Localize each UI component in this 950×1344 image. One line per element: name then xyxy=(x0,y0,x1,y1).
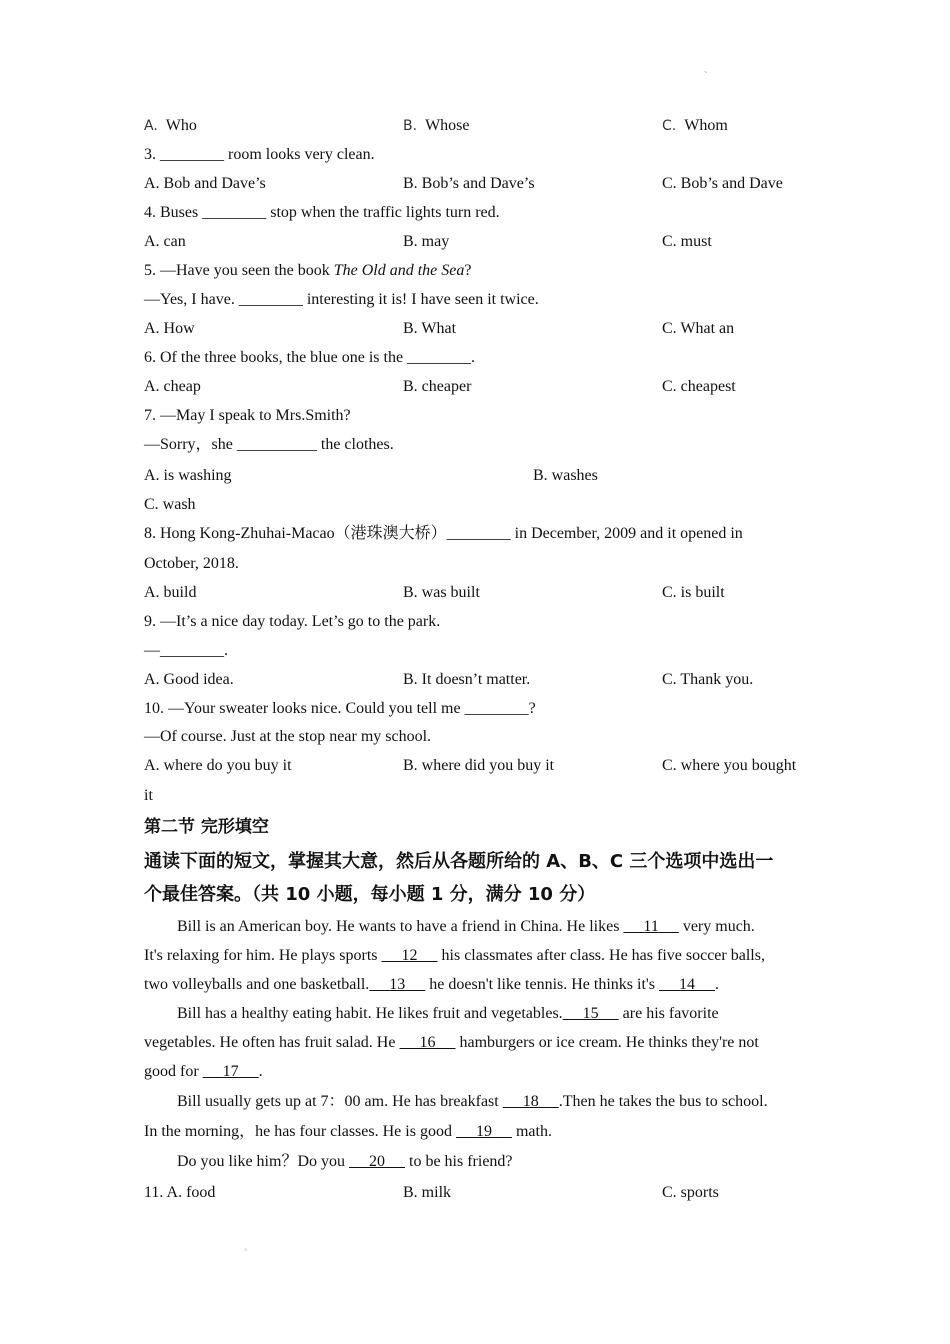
option-b: B. washes xyxy=(533,467,598,484)
question-8-line2: October, 2018. xyxy=(144,555,239,572)
question-3-stem: 3. ________ room looks very clean. xyxy=(144,146,375,163)
question-7-options-row1 xyxy=(144,465,809,487)
option-b: B. Bob’s and Dave’s xyxy=(403,175,535,192)
blank-19: 19 xyxy=(475,1123,492,1140)
passage-p2-line2: vegetables. He often has fruit salad. He 16 hamburgers or ice cream. He thinks they're not xyxy=(144,1034,759,1051)
option-a: A. build xyxy=(144,584,197,601)
blank-14: 14 xyxy=(679,976,696,993)
passage-p2-line3: good for 17 . xyxy=(144,1063,263,1080)
question-8-options xyxy=(144,582,809,604)
question-6-options xyxy=(144,376,809,398)
option-a: A. where do you buy it xyxy=(144,757,292,774)
option-b: B. cheaper xyxy=(403,378,472,395)
blank-12: 12 xyxy=(401,947,418,964)
book-title: The Old and the Sea xyxy=(333,262,465,279)
option-a: A. can xyxy=(144,233,186,250)
blank-11: 11 xyxy=(643,918,659,935)
question-3-options xyxy=(144,173,809,195)
option-c: C. cheapest xyxy=(662,378,736,395)
option-c: C. Bob’s and Dave xyxy=(662,175,783,192)
question-2-options: A. Who B. Whose C. Whom xyxy=(144,117,728,134)
option-a: A. How xyxy=(144,320,195,337)
option-b: Whose xyxy=(425,117,470,134)
option-b: B. It doesn’t matter. xyxy=(403,671,531,688)
passage-p1-line2: It's relaxing for him. He plays sports 12 his classmates after class. He has five soccer balls, xyxy=(144,947,765,964)
blank-13: 13 xyxy=(389,976,406,993)
option-c: C. What an xyxy=(662,320,735,337)
option-b: B. milk xyxy=(403,1184,452,1201)
question-9-line2: —________. xyxy=(144,642,228,659)
option-a: A. cheap xyxy=(144,378,201,395)
question-5-line2: —Yes, I have. ________ interesting it is! I have seen it twice. xyxy=(144,291,539,308)
blank-16: 16 xyxy=(419,1034,436,1051)
corner-mark: 、 xyxy=(704,65,712,74)
question-10-options xyxy=(144,755,809,777)
option-c: C. where you bought xyxy=(662,757,797,774)
section-instructions-line2: 个最佳答案。（共 10 小题，每小题 1 分，满分 10 分） xyxy=(144,884,596,905)
passage-p3-line1: Bill usually gets up at 7：00 am. He has breakfast 18 .Then he takes the bus to school. xyxy=(177,1093,768,1110)
passage-p1-line3: two volleyballs and one basketball. 13 he doesn't like tennis. He thinks it's 14 . xyxy=(144,976,720,993)
section-instructions-line1: 通读下面的短文，掌握其大意，然后从各题所给的 A、B、C 三个选项中选出一 xyxy=(144,851,774,872)
option-c: C. sports xyxy=(662,1184,719,1201)
question-9-options xyxy=(144,669,809,691)
question-11-options xyxy=(144,1182,809,1204)
question-8-stem: 8. Hong Kong-Zhuhai-Macao（港珠澳大桥）________ in December, 2009 and it opened in xyxy=(144,525,743,542)
passage-p1-line1: Bill is an American boy. He wants to have a friend in China. He likes 11 very much. xyxy=(177,918,755,935)
blank-15: 15 xyxy=(582,1005,599,1022)
question-7-stem: 7. —May I speak to Mrs.Smith? xyxy=(144,407,351,424)
option-a: 11. A. food xyxy=(144,1184,216,1201)
question-10-line2: —Of course. Just at the stop near my school. xyxy=(144,728,432,745)
option-b: B. was built xyxy=(403,584,480,601)
question-9-stem: 9. —It’s a nice day today. Let’s go to the park. xyxy=(144,613,441,630)
option-b: B. where did you buy it xyxy=(403,757,555,774)
option-c: C. wash xyxy=(144,496,196,513)
option-a: A. Bob and Dave’s xyxy=(144,175,266,192)
question-5-options xyxy=(144,318,809,340)
section-title: 第二节 完形填空 xyxy=(144,817,269,837)
question-6-stem: 6. Of the three books, the blue one is the ________. xyxy=(144,349,476,366)
question-7-options-row2 xyxy=(144,494,809,516)
passage-p3-line2: In the morning，he has four classes. He is good 19 math. xyxy=(144,1123,552,1140)
option-a: Who xyxy=(165,117,197,134)
footer-mark: 。 xyxy=(244,1243,252,1252)
option-c: Whom xyxy=(684,117,728,134)
passage-p4: Do you like him？Do you 20 to be his friend? xyxy=(177,1153,513,1170)
option-b: B. may xyxy=(403,233,450,250)
blank-20: 20 xyxy=(369,1153,385,1170)
option-c: C. must xyxy=(662,233,712,250)
question-4-options xyxy=(144,231,809,253)
question-5-stem: 5. —Have you seen the book The Old and the Sea? xyxy=(144,262,472,279)
option-b: B. What xyxy=(403,320,457,337)
blank-18: 18 xyxy=(522,1093,539,1110)
question-10-option-c-continued: it xyxy=(144,787,153,804)
passage-p2-line1: Bill has a healthy eating habit. He likes fruit and vegetables. 15 are his favorite xyxy=(177,1005,719,1022)
question-7-line2: —Sorry，she __________ the clothes. xyxy=(144,436,394,453)
option-c: C. Thank you. xyxy=(662,671,754,688)
option-a: A. Good idea. xyxy=(144,671,234,688)
blank-17: 17 xyxy=(222,1063,239,1080)
option-a: A. is washing xyxy=(144,467,232,484)
option-c: C. is built xyxy=(662,584,725,601)
question-4-stem: 4. Buses ________ stop when the traffic lights turn red. xyxy=(144,204,500,221)
question-10-stem: 10. —Your sweater looks nice. Could you tell me ________? xyxy=(144,700,536,717)
